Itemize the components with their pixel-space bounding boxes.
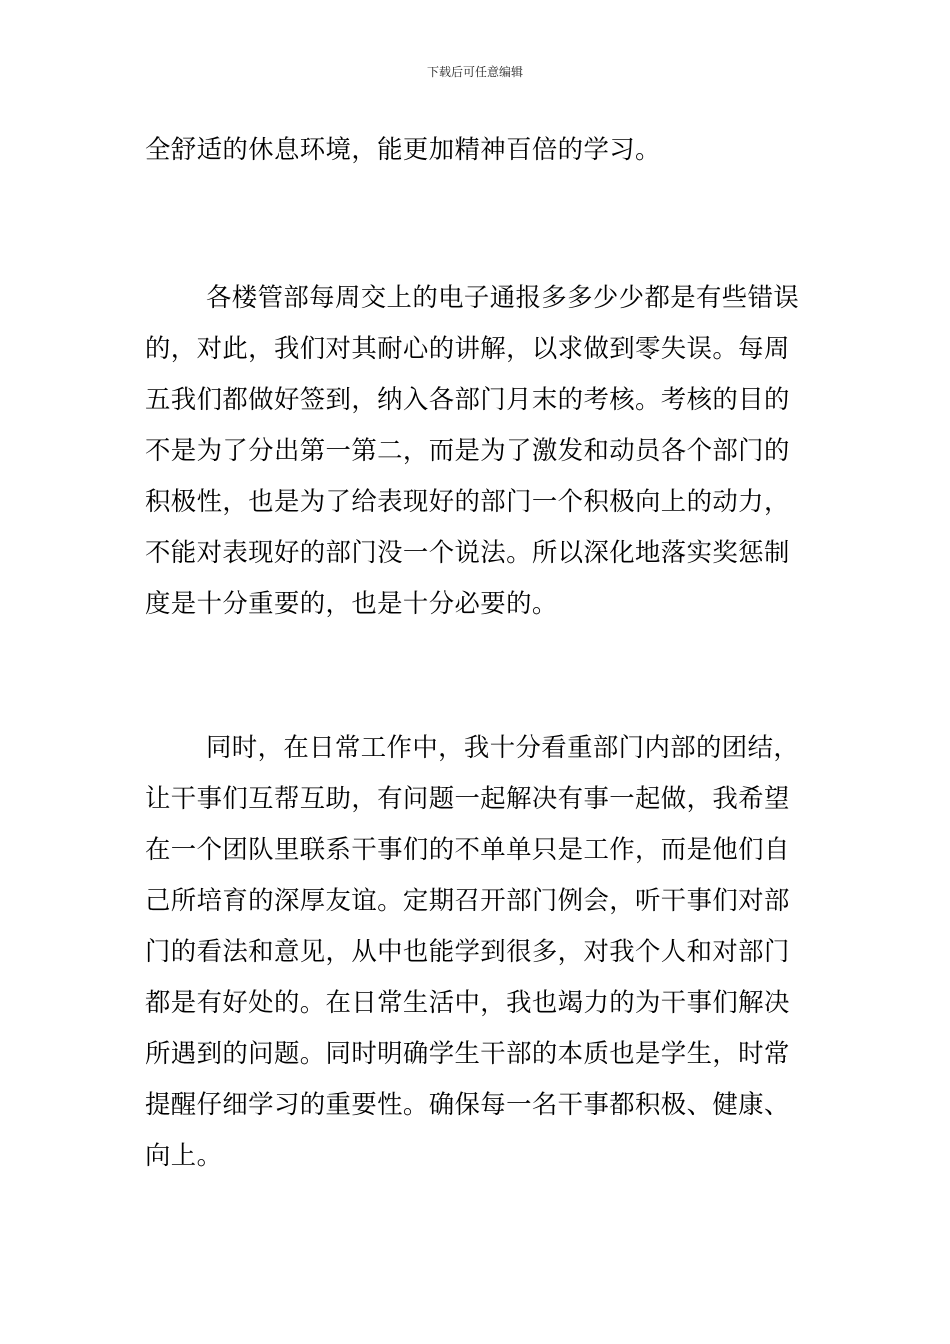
paragraph-line: 提醒仔细学习的重要性。确保每一名干事都积极、健康、 (145, 1089, 790, 1119)
paragraph-line: 都是有好处的。在日常生活中，我也竭力的为干事们解决 (145, 987, 790, 1017)
page-header: 下载后可任意编辑 (426, 65, 523, 79)
paragraph-line: 在一个团队里联系干事们的不单单只是工作，而是他们自 (145, 834, 790, 864)
paragraph-line: 门的看法和意见，从中也能学到很多，对我个人和对部门 (145, 936, 790, 966)
paragraph-3 (145, 722, 810, 1181)
paragraph-1 (145, 124, 810, 175)
paragraph-line: 全舒适的休息环境，能更加精神百倍的学习。 (145, 134, 661, 164)
paragraph-line: 积极性，也是为了给表现好的部门一个积极向上的动力， (145, 486, 790, 516)
paragraph-line: 所遇到的问题。同时明确学生干部的本质也是学生，时常 (145, 1038, 790, 1068)
paragraph-line: 五我们都做好签到，纳入各部门月末的考核。考核的目的 (145, 384, 790, 414)
paragraph-line: 各楼管部每周交上的电子通报多多少少都是有些错误 (206, 282, 800, 312)
paragraph-line: 同时，在日常工作中，我十分看重部门内部的团结， (206, 732, 800, 762)
paragraph-line: 不能对表现好的部门没一个说法。所以深化地落实奖惩制 (145, 537, 790, 567)
paragraph-line: 向上。 (145, 1140, 223, 1170)
paragraph-line: 度是十分重要的，也是十分必要的。 (145, 588, 558, 618)
paragraph-line: 不是为了分出第一第二，而是为了激发和动员各个部门的 (145, 435, 790, 465)
paragraph-line: 己所培育的深厚友谊。定期召开部门例会，听干事们对部 (145, 885, 790, 915)
paragraph-2 (145, 272, 810, 629)
paragraph-line: 的，对此，我们对其耐心的讲解，以求做到零失误。每周 (145, 333, 790, 363)
paragraph-line: 让干事们互帮互助，有问题一起解决有事一起做，我希望 (145, 783, 790, 813)
